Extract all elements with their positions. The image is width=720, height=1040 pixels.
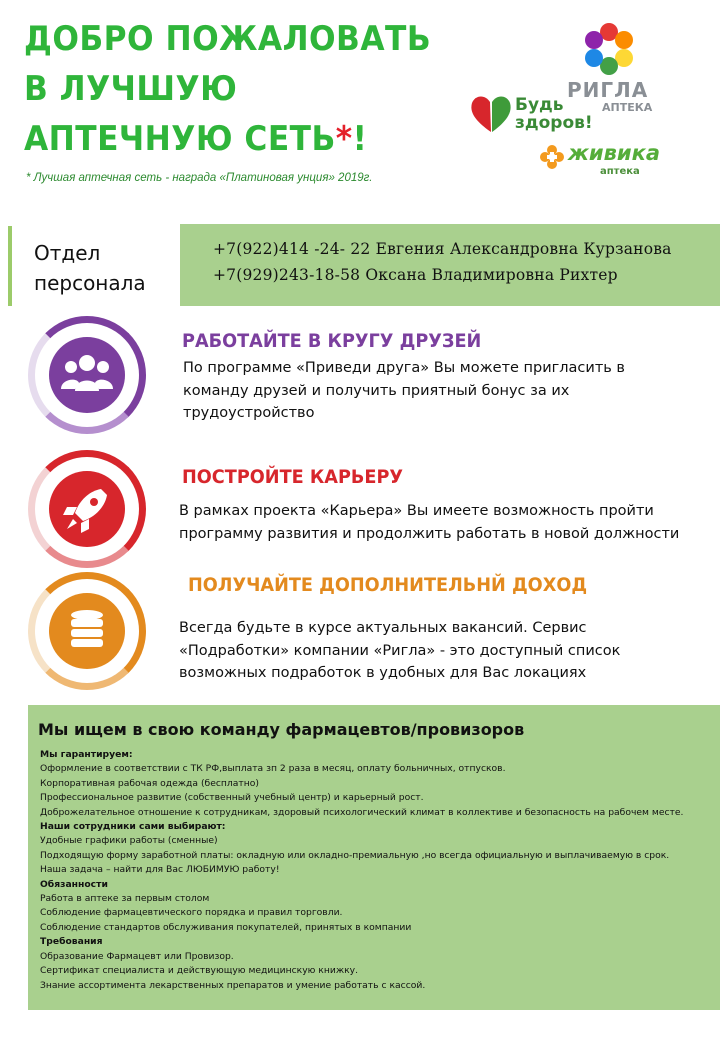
- friends-section-title: РАБОТАЙТЕ В КРУГУ ДРУЗЕЙ: [182, 330, 482, 352]
- hr-contacts-box: [180, 224, 720, 306]
- friends-section-text: [183, 357, 625, 425]
- hr-accent-bar: [8, 226, 12, 306]
- rigla-logo-text: РИГЛА: [567, 78, 649, 102]
- career-section-text: [179, 500, 679, 545]
- offer-title: Мы ищем в свою команду фармацевтов/провизоров: [38, 720, 525, 739]
- rigla-logo-subtitle: АПТЕКА: [602, 101, 653, 114]
- friends-circle-inner: [49, 337, 125, 413]
- headline-star: *: [335, 119, 353, 159]
- offer-list-item: Соблюдение фармацевтического порядка и правил торговли.: [40, 907, 343, 919]
- page-headline: [24, 14, 431, 164]
- people-group-icon: [49, 337, 125, 413]
- hr-label-line-1: Отдел: [34, 241, 101, 265]
- career-section-title: ПОСТРОЙТЕ КАРЬЕРУ: [182, 466, 404, 488]
- career-circle: [28, 450, 146, 568]
- income-text-line-3: возможных подработок в удобных для Вас локациях: [179, 665, 587, 681]
- income-text-line-1: Всегда будьте в курсе актуальных вакансий. Сервис: [179, 620, 587, 636]
- income-text-line-2: «Подработки» компании «Ригла» - это доступный список: [179, 642, 621, 659]
- headline-exclaim: !: [352, 119, 368, 159]
- zhivika-flower-icon: [540, 145, 564, 169]
- offer-list-item: Оформление в соответствии с ТК РФ,выплата зп 2 раза в месяц, оплату больничных, отпусков.: [40, 763, 506, 775]
- budz-logo-line-2: здоров!: [515, 113, 593, 133]
- offer-list-heading: Мы гарантируем:: [40, 749, 133, 760]
- offer-list-item: Работа в аптеке за первым столом: [40, 893, 210, 905]
- offer-list-heading: Обязанности: [40, 878, 108, 890]
- headline-line-1: ДОБРО ПОЖАЛОВАТЬ: [24, 19, 432, 59]
- headline-line-2: В ЛУЧШУЮ: [24, 69, 238, 109]
- budz-logo-line-1: Будь: [515, 95, 564, 115]
- award-footnote: * Лучшая аптечная сеть - награда «Платиновая унция» 2019г.: [26, 172, 373, 184]
- hr-contact-2[interactable]: +7(929)243-18-58 Оксана Владимировна Рихтер: [213, 266, 618, 284]
- income-section-title: ПОЛУЧАЙТЕ ДОПОЛНИТЕЛЬНЙ ДОХОД: [188, 574, 588, 596]
- income-section-text: [179, 617, 620, 685]
- headline-line-3-text: АПТЕЧНУЮ СЕТЬ: [24, 119, 336, 159]
- career-text-line-1: В рамках проекта «Карьера» Вы имеете возможность пройти: [179, 503, 654, 519]
- friends-text-line-2: команду друзей и получить приятный бонус за их: [183, 382, 570, 399]
- hr-label-line-2: персонала: [34, 271, 146, 295]
- zhivika-logo-text: живика: [568, 141, 661, 165]
- offer-list-item: Подходящую форму заработной платы: окладную или окладно-премиальную ,но всегда официальную и выплачиваемую в срок.: [40, 849, 670, 861]
- rigla-flower-logo-icon: [582, 22, 636, 76]
- income-circle: [28, 572, 146, 690]
- career-circle-inner: [49, 471, 125, 547]
- headline-line-3: [24, 114, 431, 164]
- offer-list-item: Доброжелательное отношение к сотрудникам, здоровый психологический климат в коллективе и безопасность на рабочем месте.: [40, 806, 684, 818]
- offer-list-item: Удобные графики работы (сменные): [40, 835, 218, 847]
- hr-department-label: [34, 238, 146, 298]
- offer-list-item: Корпоративная рабочая одежда (бесплатно): [40, 777, 259, 789]
- hr-contact-1[interactable]: +7(922)414 -24- 22 Евгения Александровна Курзанова: [213, 240, 672, 258]
- offer-list-item: Образование Фармацевт или Провизор.: [40, 950, 234, 962]
- offer-list-heading: Требования: [40, 936, 103, 948]
- offer-list: [40, 748, 716, 993]
- career-text-line-2: программу развития и продолжить работать в новой должности: [179, 525, 680, 542]
- budz-zdorov-logo-text: [515, 96, 593, 132]
- offer-list-item: Соблюдение стандартов обслуживания покупателей, принятых в компании: [40, 921, 412, 933]
- income-circle-inner: [49, 593, 125, 669]
- friends-circle: [28, 316, 146, 434]
- database-coins-icon: [49, 593, 125, 669]
- budz-zdorov-heart-icon: [468, 92, 514, 134]
- zhivika-logo-subtitle: аптека: [600, 166, 640, 177]
- rocket-icon: [49, 471, 125, 547]
- offer-list-heading: Наши сотрудники сами выбирают:: [40, 821, 226, 833]
- friends-text-line-3: трудоустройство: [183, 405, 315, 421]
- offer-list-item: Профессиональное развитие (собственный учебный центр) и карьерный рост.: [40, 792, 424, 804]
- offer-list-item: Сертификат специалиста и действующую медицинскую книжку.: [40, 965, 359, 977]
- offer-list-item: Знание ассортимента лекарственных препаратов и умение работать с кассой.: [40, 979, 426, 991]
- friends-text-line-1: По программе «Приведи друга» Вы можете пригласить в: [183, 360, 625, 376]
- offer-list-item: Наша задача – найти для Вас ЛЮБИМУЮ работу!: [40, 864, 280, 876]
